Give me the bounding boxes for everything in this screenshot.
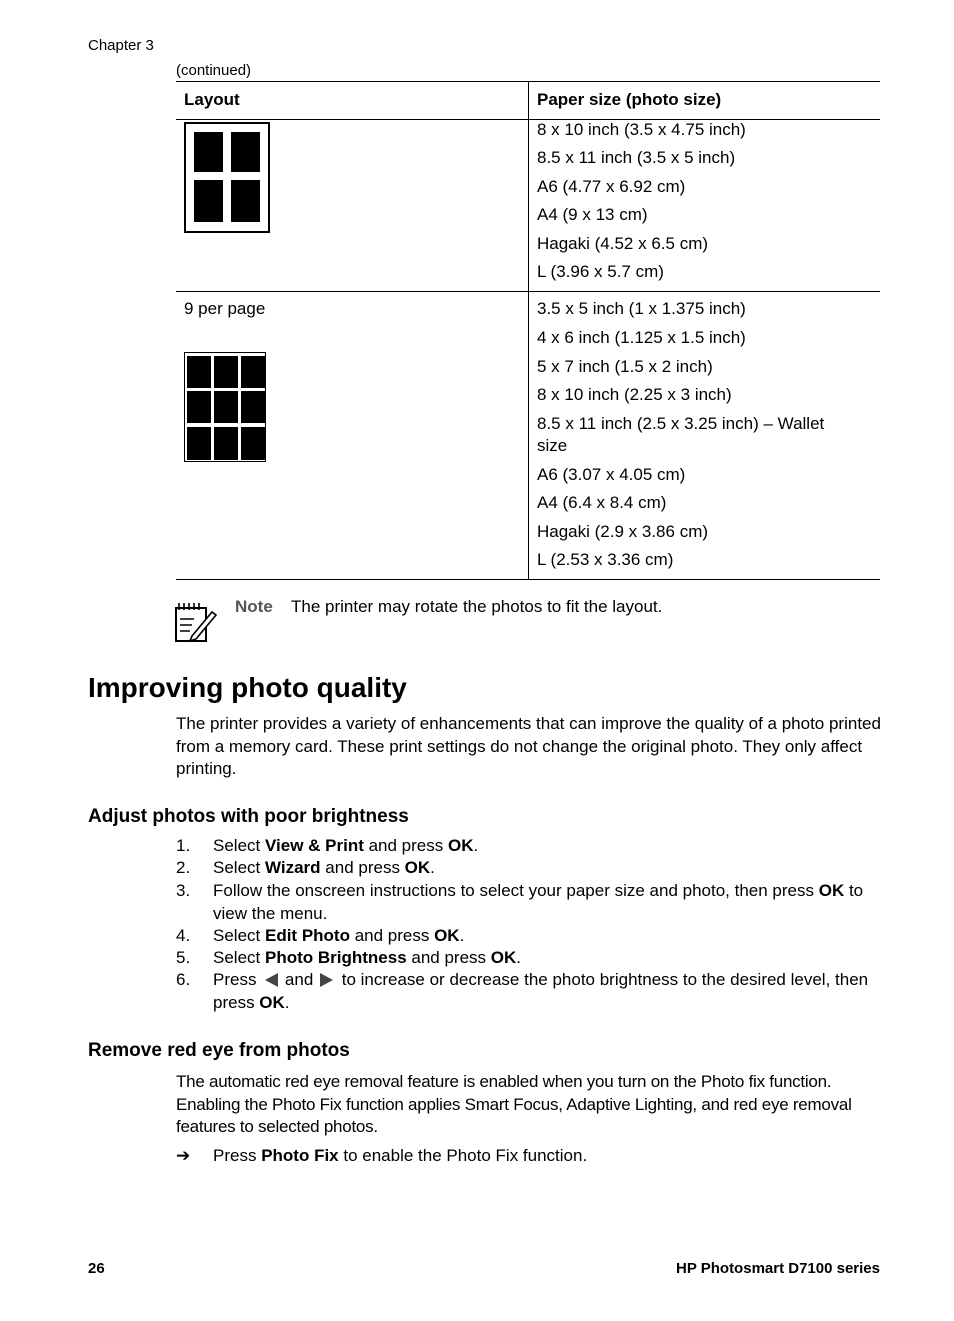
- button-photo-fix: Photo Fix: [261, 1146, 339, 1165]
- ok-key: OK: [404, 858, 431, 877]
- right-arrow-icon: [320, 973, 333, 987]
- continued-label: (continued): [176, 62, 252, 79]
- product-name: HP Photosmart D7100 series: [676, 1260, 880, 1277]
- layout-label: 9 per page: [184, 299, 266, 318]
- layout-table: [176, 81, 880, 580]
- menu-item-view-print: View & Print: [264, 836, 364, 855]
- table-column-rule: [528, 81, 529, 580]
- redeye-heading: Remove red eye from photos: [88, 1040, 350, 1061]
- menu-item-wizard: Wizard: [264, 858, 321, 877]
- paper-size-item: Hagaki (2.9 x 3.86 cm): [537, 522, 709, 541]
- section-title: Improving photo quality: [88, 672, 407, 703]
- note-icon: [174, 600, 218, 644]
- menu-item-edit-photo: Edit Photo: [264, 926, 350, 945]
- paper-size-item: L (2.53 x 3.36 cm): [537, 550, 674, 569]
- menu-item-photo-brightness: Photo Brightness: [264, 948, 407, 967]
- note-label: Note: [235, 597, 273, 616]
- ok-key: OK: [434, 926, 460, 945]
- left-arrow-icon: [265, 973, 278, 987]
- column-header-layout: Layout: [184, 90, 240, 109]
- note-text: The printer may rotate the photos to fit the layout.: [291, 597, 663, 616]
- paper-size-item: L (3.96 x 5.7 cm): [537, 262, 664, 281]
- paper-size-item: 8 x 10 inch (3.5 x 4.75 inch): [537, 120, 746, 139]
- paper-size-item: 8 x 10 inch (2.25 x 3 inch): [537, 385, 732, 404]
- section-intro: The printer provides a variety of enhancements that can improve the quality of a photo printed from a memory card. These print settings do not change the original photo. They only affect printing.: [176, 714, 881, 778]
- paper-size-item: 4 x 6 inch (1.125 x 1.5 inch): [537, 328, 746, 347]
- paper-size-item: A6 (4.77 x 6.92 cm): [537, 177, 686, 196]
- brightness-heading: Adjust photos with poor brightness: [88, 806, 409, 827]
- paper-size-item: A4 (6.4 x 8.4 cm): [537, 493, 667, 512]
- paper-size-item: 8.5 x 11 inch (3.5 x 5 inch): [537, 148, 736, 167]
- paper-size-item: 8.5 x 11 inch (2.5 x 3.25 inch) – Wallet size: [537, 414, 825, 455]
- ok-key: OK: [490, 948, 517, 967]
- paper-size-item: 5 x 7 inch (1.5 x 2 inch): [537, 357, 713, 376]
- ok-key: OK: [259, 992, 285, 1012]
- redeye-text: The automatic red eye removal feature is enabled when you turn on the Photo fix function. Enabling the Photo Fix function applies Smart Focus, Adaptive Lighting, and red eye removal features to selected photos.: [176, 1072, 852, 1136]
- paper-size-item: 3.5 x 5 inch (1 x 1.375 inch): [537, 299, 746, 318]
- action-arrow-icon: ➔: [176, 1146, 191, 1165]
- paper-size-item: A4 (9 x 13 cm): [537, 205, 648, 224]
- ok-key: OK: [818, 881, 845, 900]
- paper-size-item: Hagaki (4.52 x 6.5 cm): [537, 234, 709, 253]
- ok-key: OK: [447, 836, 474, 855]
- paper-size-item: A6 (3.07 x 4.05 cm): [537, 465, 686, 484]
- chapter-label: Chapter 3: [88, 37, 154, 54]
- column-header-paper-size: Paper size (photo size): [537, 90, 722, 109]
- page-number: 26: [88, 1260, 105, 1277]
